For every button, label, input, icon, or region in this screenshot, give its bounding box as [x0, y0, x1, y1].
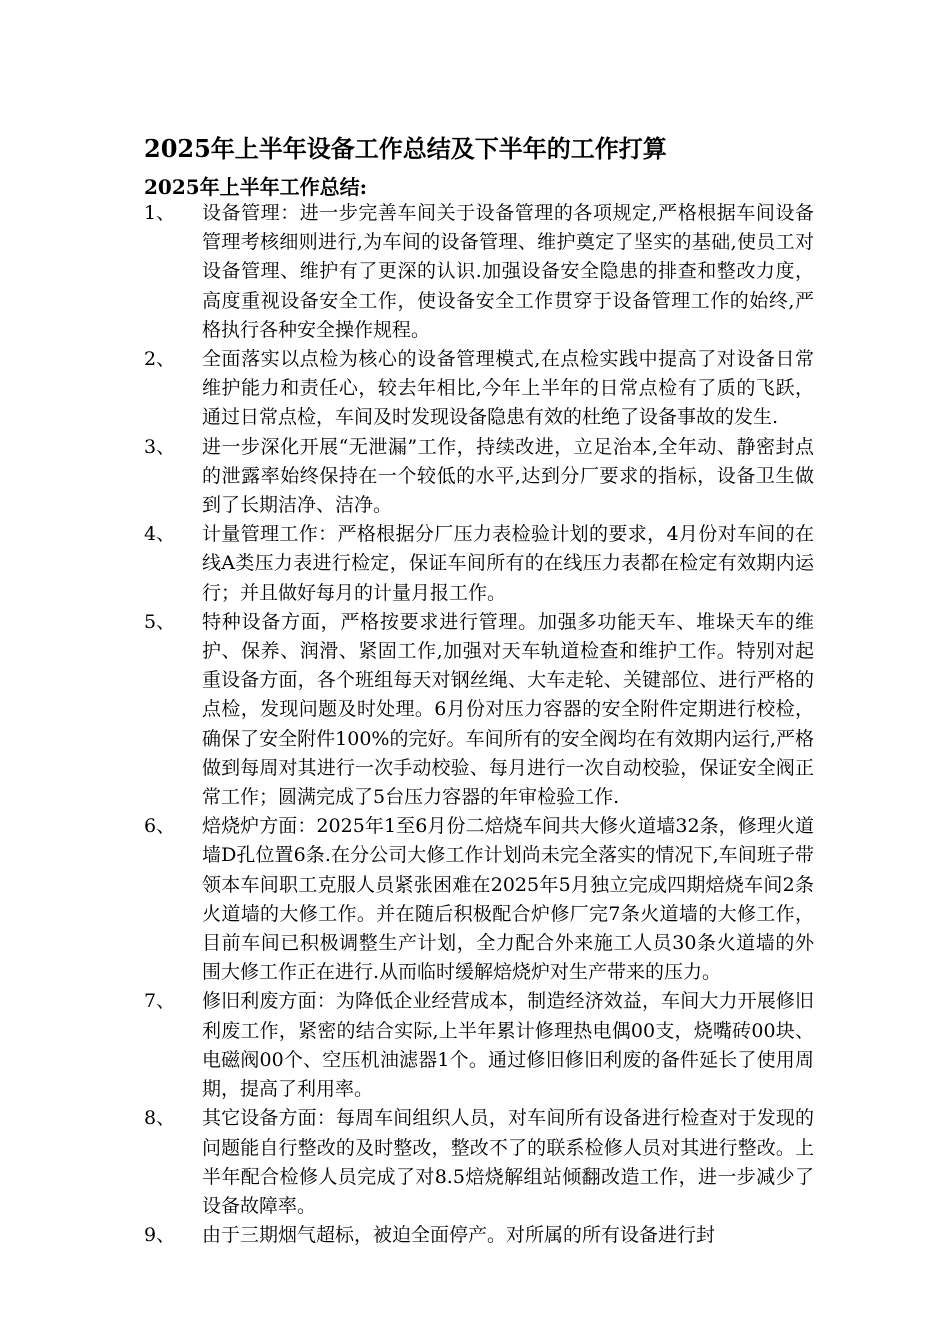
item-text: 焙烧炉方面：2025年1至6月份二焙烧车间共大修火道墙32条，修理火道墙D孔位置6条.在分公司大修工作计划尚未完全落实的情况下,车间班子带领本车间职工克服人员紧张困难在2025年5月独立完成四期焙烧车间2条火道墙的大修工作。并在随后积极配合炉修厂完7条火道墙的大修工作，目前车间已积极调整生产计划，全力配合外来施工人员30条火道墙的外围大修工作正在进行.从而临时缓解焙烧炉对生产带来的压力。	[202, 815, 814, 984]
item-text: 进一步深化开展“无泄漏”工作，持续改进，立足治本,全年动、静密封点的泄露率始终保持在一个较低的水平,达到分厂要求的指标，设备卫生做到了长期洁净、洁净。	[202, 435, 814, 517]
list-item	[144, 1104, 814, 1221]
item-number: 3、	[144, 435, 176, 458]
item-text: 计量管理工作：严格根据分厂压力表检验计划的要求，4月份对车间的在线A类压力表进行检定，保证车间所有的在线压力表都在检定有效期内运行；并且做好每月的计量月报工作。	[202, 523, 814, 604]
item-number: 1、	[144, 202, 176, 224]
list-item	[144, 812, 814, 987]
item-number: 5、	[144, 610, 176, 633]
item-text: 由于三期烟气超标，被迫全面停产。对所属的所有设备进行封	[202, 1224, 716, 1247]
item-text: 其它设备方面：每周车间组织人员，对车间所有设备进行检查对于发现的问题能自行整改的及时整改，整改不了的联系检修人员对其进行整改。上半年配合检修人员完成了对8.5焙烧解组站倾翻改造工作，进一步减少了设备故障率。	[202, 1107, 814, 1217]
item-number: 7、	[144, 990, 176, 1013]
item-number: 2、	[144, 348, 176, 371]
item-text: 设备管理：进一步完善车间关于设备管理的各项规定,严格根据车间设备管理考核细则进行,为车间的设备管理、维护奠定了坚实的基础,使员工对设备管理、维护有了更深的认识.加强设备安全隐患的排查和整改力度，高度重视设备安全工作，使设备安全工作贯穿于设备管理工作的始终,严格执行各种安全操作规程。	[202, 202, 814, 341]
item-number: 6、	[144, 815, 176, 838]
list-item	[144, 520, 814, 608]
item-number: 4、	[144, 523, 176, 546]
item-text: 全面落实以点检为核心的设备管理模式,在点检实践中提高了对设备日常维护能力和责任心，较去年相比,今年上半年的日常点检有了质的飞跃，通过日常点检，车间及时发现设备隐患有效的杜绝了设备事故的发生.	[202, 348, 814, 429]
item-text: 修旧利废方面：为降低企业经营成本，制造经济效益，车间大力开展修旧利废工作，紧密的结合实际,上半年累计修理热电偶00支，烧嘴砖00块、电磁阀00个、空压机油滤器1个。通过修旧修旧利废的备件延长了使用周期，提高了利用率。	[202, 990, 814, 1101]
item-number: 8、	[144, 1107, 176, 1130]
list-item	[144, 608, 814, 812]
list-item	[144, 987, 814, 1104]
list-item	[144, 345, 814, 433]
summary-list	[144, 199, 814, 1250]
list-item	[144, 199, 814, 345]
list-item	[144, 433, 814, 521]
item-text: 特种设备方面，严格按要求进行管理。加强多功能天车、堆垛天车的维护、保养、润滑、紧固工作,加强对天车轨道检查和维护工作。特别对起重设备方面，各个班组每天对钢丝绳、大车走轮、关键部位、进行严格的点检，发现问题及时处理。6月份对压力容器的安全附件定期进行校检，确保了安全附件100%的完好。车间所有的安全阀均在有效期内运行,严格做到每周对其进行一次手动校验、每月进行一次自动校验，保证安全阀正常工作；圆满完成了5台压力容器的年审检验工作.	[202, 610, 814, 809]
section-heading: 2025年上半年工作总结:	[144, 175, 368, 199]
item-number: 9、	[144, 1224, 176, 1247]
document-title: 2025年上半年设备工作总结及下半年的工作打算	[144, 134, 667, 163]
list-item	[144, 1221, 814, 1250]
